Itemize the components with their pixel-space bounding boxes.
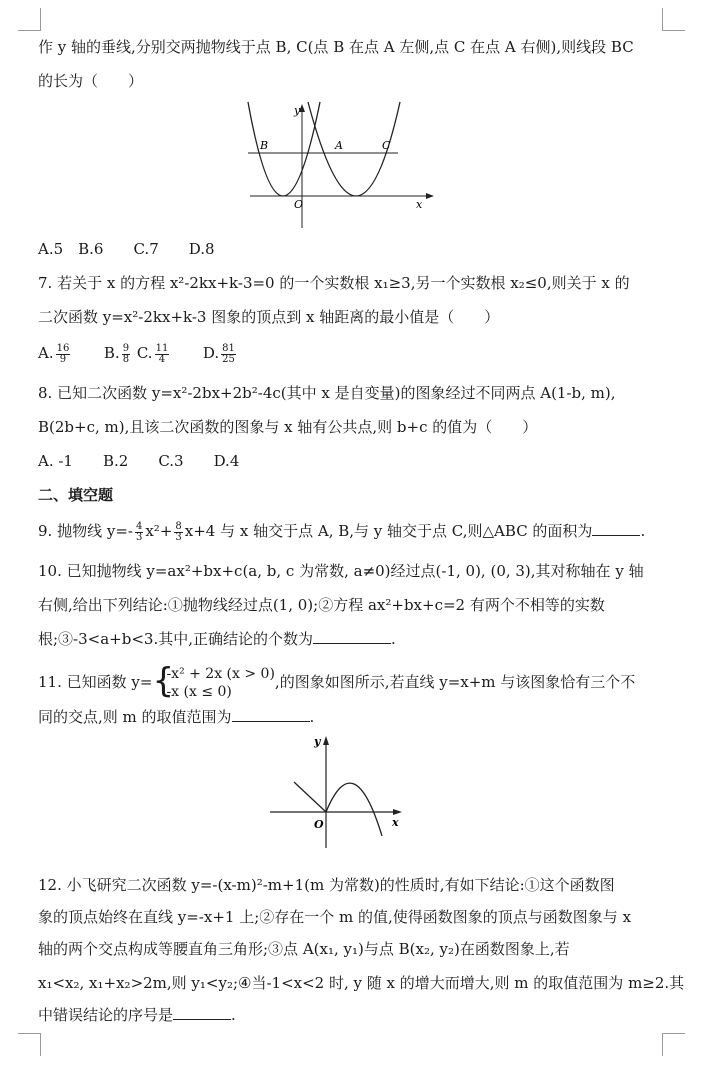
q6-label-x: x: [416, 198, 423, 211]
q11-line-2-text: 同的交点,则 m 的取值范围为: [38, 708, 232, 726]
q8-options: A. -1 B.2 C.3 D.4: [38, 452, 240, 470]
q7-option-d-fraction: [221, 344, 236, 365]
q10-line-1: 10. 已知抛物线 y=ax²+bx+c(a, b, c 为常数, a≠0)经过点(-1, 0), (0, 3),其对称轴在 y 轴: [38, 562, 644, 580]
q11-function-graph: [268, 732, 408, 852]
q11-label-origin: O: [314, 818, 324, 831]
q6-label-y: y: [294, 104, 301, 117]
page-corner-mark-bottom-left: [18, 1033, 41, 1056]
q6-line-1: 作 y 轴的垂线,分别交两抛物线于点 B, C(点 B 在点 A 左侧,点 C 在点 A 右侧),则线段 BC: [38, 38, 634, 56]
q7-option-c-denominator: 4: [158, 353, 166, 365]
q11-answer-blank[interactable]: [232, 707, 310, 722]
q11-end: .: [309, 708, 315, 726]
q6-options: A.5 B.6 C.7 D.8: [38, 240, 215, 258]
q7-line-1: 7. 若关于 x 的方程 x²-2kx+k-3=0 的一个实数根 x₁≥3,另一个实数根 x₂≤0,则关于 x 的: [38, 274, 630, 292]
q10-line-3-text: 根;③-3<a+b<3.其中,正确结论的个数为: [38, 630, 313, 648]
q9-fraction-1-numerator: 4: [135, 520, 143, 532]
q7-option-a-fraction: [56, 344, 71, 365]
section-2-heading: 二、填空题: [38, 486, 114, 504]
q9-fraction-2: [174, 522, 182, 543]
q11-line-2: [38, 706, 673, 728]
q11-left-branch: [294, 782, 326, 812]
page-corner-mark-bottom-right: [662, 1033, 685, 1056]
q9-line: [38, 520, 673, 543]
q7-option-a-label: A.: [38, 344, 54, 362]
q12-line-4: x₁<x₂, x₁+x₂>2m,则 y₁<y₂;④当-1<x<2 时, y 随 x 的增大而增大,则 m 的取值范围为 m≥2.其: [38, 974, 685, 992]
q11-case-1: -x² + 2x (x > 0): [166, 666, 275, 682]
q7-option-b-numerator: 9: [122, 342, 130, 354]
q9-fraction-1-denominator: 3: [135, 531, 143, 543]
q7-option-d-denominator: 25: [222, 353, 235, 365]
q7-option-b-denominator: 8: [122, 353, 130, 365]
q7-option-d-label: D.: [202, 344, 220, 362]
q7-option-d-numerator: 81: [222, 342, 235, 354]
q11-right-branch: [326, 783, 382, 836]
q7-option-c-fraction: [155, 344, 170, 365]
q10-end: .: [391, 630, 396, 648]
q6-label-c: C: [382, 139, 391, 152]
q11-y-axis-arrow: [323, 736, 329, 745]
q6-label-b: B: [260, 139, 269, 152]
q9-fraction-1: [135, 522, 143, 543]
q7-option-a-numerator: 16: [56, 342, 70, 354]
q12-line-1: 12. 小飞研究二次函数 y=-(x-m)²-m+1(m 为常数)的性质时,有如下结论:①这个函数图: [38, 876, 615, 894]
q9-fraction-2-denominator: 3: [175, 531, 182, 543]
q11-label-x: x: [392, 816, 399, 829]
q11-x-axis-arrow: [393, 809, 402, 815]
q6-label-a: A: [335, 139, 343, 152]
q9-middle: x²+: [145, 522, 173, 540]
q9-fraction-2-numerator: 8: [175, 520, 182, 532]
q9-end: .: [640, 522, 646, 540]
q11-piecewise: [152, 661, 275, 701]
q7-option-c-label: C.: [136, 344, 153, 362]
q8-line-1: 8. 已知二次函数 y=x²-2bx+2b²-4c(其中 x 是自变量)的图象经过不同两点 A(1-b, m),: [38, 384, 616, 402]
q6-x-axis-arrow: [426, 193, 434, 199]
q12-line-5-text: 中错误结论的序号是: [38, 1006, 174, 1024]
q7-option-b-label: B.: [103, 344, 120, 362]
q7-option-b-fraction: [122, 344, 130, 365]
q11-label-y: y: [314, 735, 321, 748]
page-corner-mark-top-right: [662, 8, 685, 31]
q8-line-2: B(2b+c, m),且该二次函数的图象与 x 轴有公共点,则 b+c 的值为（ ）: [38, 418, 538, 436]
q11-prefix: 11. 已知函数 y=: [38, 673, 153, 691]
q10-line-2: 右侧,给出下列结论:①抛物线经过点(1, 0);②方程 ax²+bx+c=2 有两个不相等的实数: [38, 596, 605, 614]
q12-line-2: 象的顶点始终在直线 y=-x+1 上;②存在一个 m 的值,使得函数图象的顶点与函数图象与 x: [38, 908, 632, 926]
q6-left-parabola: [248, 102, 320, 196]
q9-answer-blank[interactable]: [592, 521, 640, 536]
page-corner-mark-top-left: [18, 8, 41, 31]
q11-brace: {: [152, 661, 175, 701]
q12-end: .: [231, 1006, 236, 1024]
q12-answer-blank[interactable]: [173, 1005, 231, 1020]
q7-option-a-denominator: 9: [59, 353, 67, 365]
q6-parabola-graph: [240, 100, 440, 240]
q10-line-3: [38, 628, 673, 650]
q11-case-2: -x (x ≤ 0): [166, 684, 232, 700]
q9-prefix: 9. 抛物线 y=-: [38, 522, 133, 540]
q9-suffix: x+4 与 x 轴交于点 A, B,与 y 轴交于点 C,则△ABC 的面积为: [184, 522, 593, 540]
q10-answer-blank[interactable]: [313, 629, 391, 644]
q7-option-c-numerator: 11: [155, 342, 169, 354]
q7-line-2: 二次函数 y=x²-2kx+k-3 图象的顶点到 x 轴距离的最小值是（ ）: [38, 308, 500, 326]
q12-line-3: 轴的两个交点构成等腰直角三角形;③点 A(x₁, y₁)与点 B(x₂, y₂)在函数图象上,若: [38, 940, 570, 958]
q11-suffix: ,的图象如图所示,若直线 y=x+m 与该图象恰有三个不: [274, 673, 636, 691]
q7-options: [38, 342, 673, 365]
q6-label-origin: O: [294, 198, 304, 211]
q11-line-1: [38, 661, 673, 701]
q12-line-5: [38, 1004, 673, 1026]
q6-line-2: 的长为（ ）: [38, 72, 144, 90]
